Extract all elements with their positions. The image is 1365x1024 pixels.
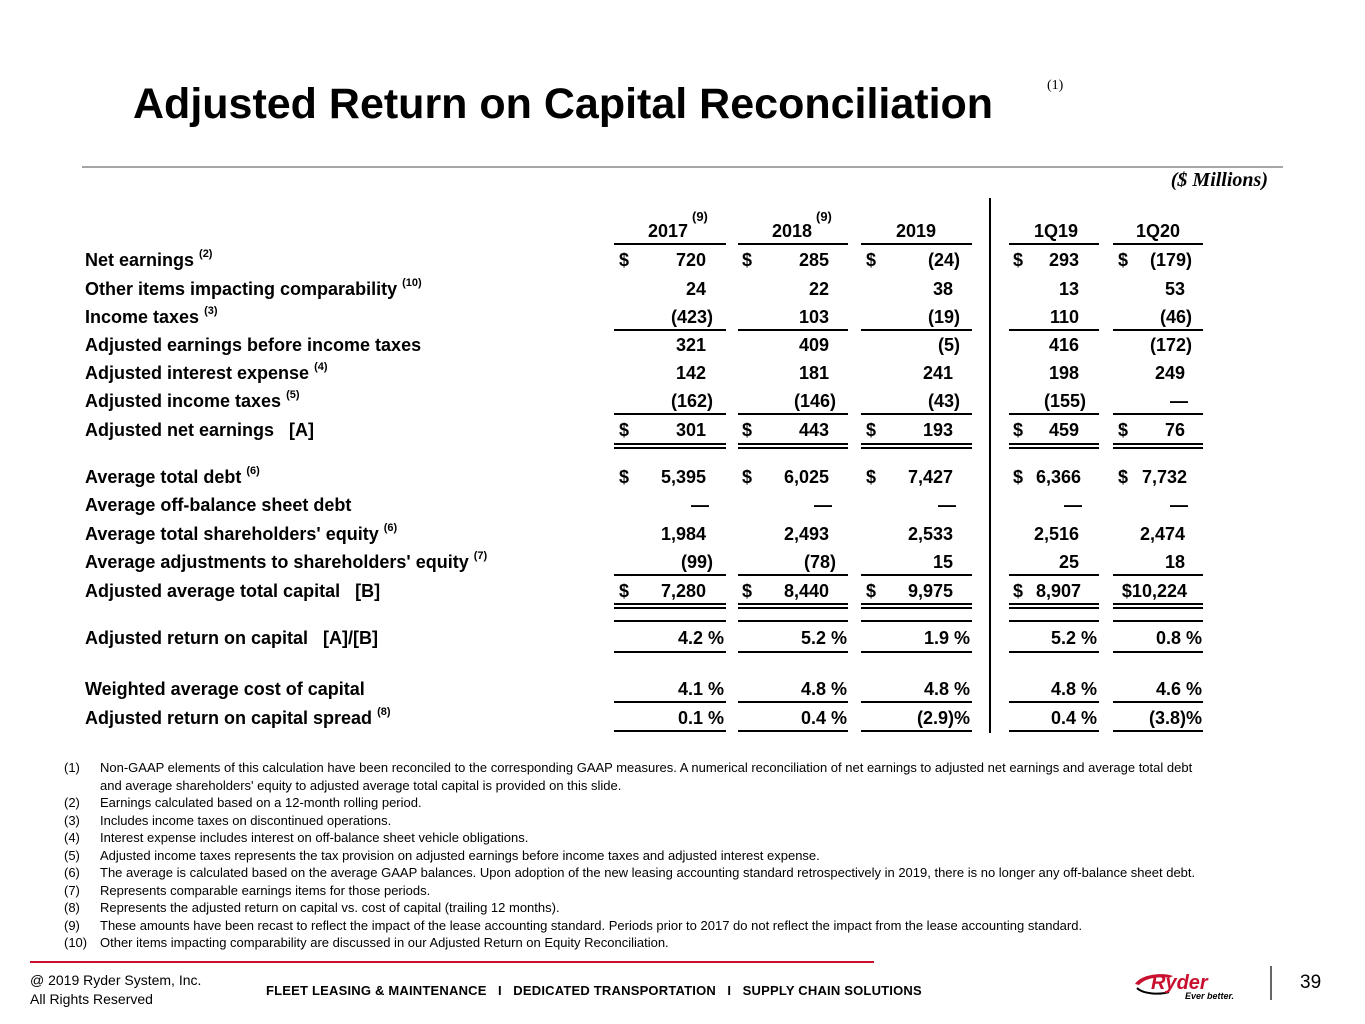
- table-cell: 9,975: [907, 581, 953, 601]
- table-rule: [1009, 329, 1099, 331]
- table-rule: [1009, 651, 1099, 653]
- table-rule: [1113, 413, 1203, 415]
- table-cell: 2,516: [1033, 524, 1079, 544]
- table-rule: [861, 651, 972, 653]
- row-label: [85, 627, 378, 649]
- table-cell: 409: [798, 335, 829, 355]
- footnote-number: (9): [64, 917, 80, 933]
- table-rule: [614, 701, 726, 703]
- table-rule: [1009, 413, 1099, 415]
- table-rule: [861, 574, 972, 576]
- table-cell: 443: [798, 420, 829, 440]
- table-cell: 22: [808, 279, 829, 299]
- row-footnote-ref: (10): [402, 277, 422, 289]
- title-divider: [82, 166, 1283, 168]
- table-cell: —: [814, 495, 832, 515]
- row-label: [85, 551, 487, 573]
- table-cell: 241: [922, 363, 953, 383]
- currency-symbol: $: [1013, 250, 1024, 270]
- row-label-text: Adjusted net earnings [A]: [85, 420, 315, 440]
- table-cell: 25: [1058, 552, 1079, 572]
- currency-symbol: $: [866, 420, 877, 440]
- table-rule: [1113, 603, 1203, 605]
- table-cell: 15: [932, 552, 953, 572]
- row-label: [85, 362, 328, 384]
- table-cell: (3.8)%: [1148, 708, 1202, 728]
- table-cell: (172): [1149, 335, 1192, 355]
- table-cell: 720: [675, 250, 706, 270]
- table-cell: (5): [938, 335, 960, 355]
- currency-symbol: $: [619, 420, 630, 440]
- title-footnote-ref: (1): [1047, 78, 1064, 93]
- row-label-text: Income taxes: [85, 307, 200, 327]
- table-rule: [861, 603, 972, 605]
- table-rule: [614, 413, 726, 415]
- footnote-number: (4): [64, 830, 80, 845]
- footnote-text: Represents comparable earnings items for those periods.: [100, 882, 431, 898]
- table-cell: 8,440: [783, 581, 829, 601]
- currency-symbol: $: [866, 467, 877, 487]
- table-cell: 4.6 %: [1155, 679, 1202, 699]
- table-rule: [1009, 607, 1099, 609]
- currency-symbol: $: [866, 250, 877, 270]
- table-cell: (43): [927, 391, 960, 411]
- table-rule: [1113, 607, 1203, 609]
- table-cell: 5.2 %: [800, 628, 847, 648]
- table-rule: [738, 620, 848, 622]
- table-cell: 321: [675, 335, 706, 355]
- footnote-text: Earnings calculated based on a 12-month rolling period.: [100, 795, 422, 810]
- row-footnote-ref: (3): [204, 305, 218, 317]
- page-title: Adjusted Return on Capital Reconciliation: [133, 80, 994, 128]
- table-cell: (179): [1149, 250, 1192, 270]
- footer-divider: [30, 961, 874, 963]
- table-cell: (423): [670, 307, 713, 327]
- currency-symbol: $: [619, 581, 630, 601]
- table-rule: [1009, 730, 1099, 732]
- row-label: [85, 678, 365, 700]
- table-rule: [738, 447, 848, 449]
- copyright: [30, 971, 201, 1009]
- table-cell: 301: [675, 420, 706, 440]
- row-label-text: Average total debt: [85, 467, 242, 487]
- table-rule: [614, 651, 726, 653]
- table-rule: [861, 701, 972, 703]
- row-label: [85, 466, 260, 488]
- row-footnote-ref: (5): [286, 389, 300, 401]
- table-cell: —: [938, 495, 956, 515]
- table-cell: 2,474: [1139, 524, 1185, 544]
- footnote-number: (6): [64, 865, 80, 880]
- row-label: [85, 707, 391, 729]
- column-header: 2019: [895, 221, 937, 241]
- table-rule: [1113, 651, 1203, 653]
- currency-symbol: $: [1118, 420, 1129, 440]
- table-cell: (2.9)%: [916, 708, 970, 728]
- table-cell: 0.1 %: [677, 708, 724, 728]
- table-rule: [738, 603, 848, 605]
- currency-symbol: $: [1118, 250, 1129, 270]
- column-header-footnote: (9): [816, 209, 832, 224]
- table-cell: 38: [932, 279, 953, 299]
- table-rule: [1113, 620, 1203, 622]
- copyright-line-2: All Rights Reserved: [30, 991, 153, 1007]
- column-header: 2018: [771, 221, 813, 241]
- table-cell: 249: [1154, 363, 1185, 383]
- footnote-number: (8): [64, 900, 80, 915]
- row-label-text: Average total shareholders' equity: [85, 524, 379, 544]
- table-cell: 198: [1048, 363, 1079, 383]
- table-cell: 6,366: [1035, 467, 1081, 487]
- table-cell: (155): [1043, 391, 1086, 411]
- footnote-text: Adjusted income taxes represents the tax provision on adjusted earnings before income taxes and adjusted interest expense.: [100, 847, 820, 863]
- units-label: ($ Millions): [1170, 169, 1268, 191]
- row-footnote-ref: (6): [246, 465, 260, 477]
- table-cell: 0.8 %: [1155, 628, 1202, 648]
- table-rule: [861, 730, 972, 732]
- table-rule: [614, 620, 726, 622]
- table-cell: 7,732: [1141, 467, 1187, 487]
- table-rule: [1113, 243, 1203, 245]
- table-cell: 8,907: [1035, 581, 1081, 601]
- table-cell: 0.4 %: [1050, 708, 1097, 728]
- table-cell: (146): [793, 391, 836, 411]
- table-cell: (19): [927, 307, 960, 327]
- row-footnote-ref: (7): [473, 550, 488, 562]
- logo-wordmark: Ryder: [1151, 972, 1208, 994]
- table-rule: [614, 447, 726, 449]
- footnote-number: (2): [64, 795, 80, 810]
- page-number: 39: [1300, 972, 1322, 993]
- footnote-text: Interest expense includes interest on off-balance sheet vehicle obligations.: [100, 830, 529, 845]
- table-rule: [861, 447, 972, 449]
- row-label-text: Average adjustments to shareholders' equity: [85, 552, 469, 572]
- currency-symbol: $: [1013, 467, 1024, 487]
- table-rule: [1009, 574, 1099, 576]
- table-rule: [614, 443, 726, 445]
- row-label-text: Weighted average cost of capital: [85, 679, 365, 699]
- column-header: 2017: [647, 221, 689, 241]
- table-cell: 2,493: [783, 524, 829, 544]
- currency-symbol: $: [619, 467, 630, 487]
- table-cell: (46): [1159, 307, 1192, 327]
- footnote-text: Other items impacting comparability are discussed in our Adjusted Return on Equity Reconciliation.: [100, 935, 669, 950]
- currency-symbol: $: [1118, 467, 1129, 487]
- table-rule: [861, 443, 972, 445]
- row-label: [85, 580, 380, 602]
- table-rule: [1009, 447, 1099, 449]
- table-cell: 142: [675, 363, 706, 383]
- table-cell: 293: [1048, 250, 1079, 270]
- table-cell: 5,395: [660, 467, 706, 487]
- table-rule: [1009, 243, 1099, 245]
- currency-symbol: $: [742, 581, 753, 601]
- row-label-text: Adjusted average total capital [B]: [85, 581, 381, 601]
- table-rule: [861, 329, 972, 331]
- footnote-text: Represents the adjusted return on capital vs. cost of capital (trailing 12 months).: [100, 900, 560, 915]
- table-rule: [738, 329, 848, 331]
- table-cell: 76: [1164, 420, 1185, 440]
- table-rule: [861, 413, 972, 415]
- table-cell: 7,427: [907, 467, 953, 487]
- table-cell: 110: [1049, 307, 1079, 327]
- copyright-line-1: @ 2019 Ryder System, Inc.: [30, 972, 202, 988]
- currency-symbol: $: [619, 250, 630, 270]
- row-label: [85, 494, 351, 516]
- table-cell: —: [691, 495, 709, 515]
- footnote-number: (10): [64, 935, 88, 950]
- table-cell: 4.2 %: [677, 628, 724, 648]
- table-rule: [738, 730, 848, 732]
- table-rule: [738, 607, 848, 609]
- table-cell: —: [1170, 391, 1188, 411]
- table-rule: [614, 603, 726, 605]
- table-cell: 4.8 %: [800, 679, 847, 699]
- row-label-text: Adjusted earnings before income taxes: [85, 335, 422, 355]
- table-rule: [1113, 329, 1203, 331]
- table-cell: (78): [803, 552, 836, 572]
- table-rule: [614, 730, 726, 732]
- table-cell: (99): [680, 552, 713, 572]
- table-rule: [1009, 443, 1099, 445]
- row-label: [85, 278, 422, 300]
- table-cell: —: [1064, 495, 1082, 515]
- table-cell: 53: [1164, 279, 1185, 299]
- footnote-number: (1): [64, 760, 80, 775]
- table-rule: [738, 243, 848, 245]
- table-rule: [738, 413, 848, 415]
- footer-separator: [1270, 966, 1272, 1000]
- footnote-text: Includes income taxes on discontinued operations.: [100, 812, 392, 828]
- table-cell: 181: [798, 363, 829, 383]
- row-label-text: Adjusted income taxes: [85, 391, 282, 411]
- table-rule: [738, 651, 848, 653]
- table-rule: [738, 574, 848, 576]
- currency-symbol: $: [742, 420, 753, 440]
- table-cell: 193: [922, 420, 953, 440]
- column-header: 1Q19: [1033, 221, 1079, 241]
- row-label: [85, 334, 421, 356]
- row-footnote-ref: (8): [377, 706, 391, 718]
- table-rule: [614, 607, 726, 609]
- ryder-logo: [1133, 968, 1243, 1007]
- row-footnote-ref: (2): [199, 248, 213, 260]
- table-rule: [1113, 447, 1203, 449]
- table-cell: —: [1170, 495, 1188, 515]
- table-rule: [1113, 443, 1203, 445]
- currency-symbol: $: [742, 250, 753, 270]
- table-cell: 0.4 %: [800, 708, 847, 728]
- table-rule: [1009, 701, 1099, 703]
- table-cell: 285: [798, 250, 829, 270]
- table-cell: 1.9 %: [923, 628, 970, 648]
- row-label-text: Adjusted return on capital spread: [85, 708, 373, 728]
- logo-tagline: Ever better.: [1185, 991, 1235, 1001]
- table-cell: 2,533: [907, 524, 953, 544]
- footnote-number: (3): [64, 812, 80, 828]
- table-rule: [861, 243, 972, 245]
- column-header: 1Q20: [1135, 221, 1181, 241]
- table-cell: 24: [685, 279, 706, 299]
- footnote-text: The average is calculated based on the average GAAP balances. Upon adoption of the new leasing accounting standard retrospectively in 2019, there is no longer any off-balance sheet debt.: [100, 865, 1196, 880]
- table-cell: (162): [670, 391, 713, 411]
- row-label-text: Other items impacting comparability: [85, 279, 398, 299]
- footnote-number: (5): [64, 847, 80, 863]
- row-label-text: Net earnings: [85, 250, 195, 270]
- table-rule: [861, 620, 972, 622]
- table-rule: [1113, 574, 1203, 576]
- footnote-text: and average shareholders' equity to adjusted average total capital is provided on this slide.: [100, 777, 622, 793]
- row-label: [85, 306, 218, 328]
- ryder-logo-icon: [1133, 968, 1243, 1002]
- table-cell: 1,984: [660, 524, 706, 544]
- footnote-text: These amounts have been recast to reflect the impact of the lease accounting standard. Periods prior to 2017 do not reflect the impact from the lease accounting standard.: [100, 917, 1083, 933]
- table-rule: [1113, 701, 1203, 703]
- table-rule: [861, 607, 972, 609]
- row-label: [85, 419, 314, 441]
- business-lines: FLEET LEASING & MAINTENANCE I DEDICATED TRANSPORTATION I SUPPLY CHAIN SOLUTIONS: [266, 983, 922, 998]
- table-cell: 4.1 %: [677, 679, 724, 699]
- currency-symbol: $: [1013, 581, 1024, 601]
- row-footnote-ref: (4): [314, 361, 328, 373]
- currency-symbol: $: [1013, 420, 1024, 440]
- table-cell: (24): [927, 250, 960, 270]
- table-rule: [1113, 730, 1203, 732]
- table-cell: 18: [1164, 552, 1185, 572]
- footnote-number: (7): [64, 882, 80, 898]
- table-rule: [738, 443, 848, 445]
- currency-symbol: $: [866, 581, 877, 601]
- table-cell: 103: [798, 307, 829, 327]
- table-rule: [614, 243, 726, 245]
- table-cell: 4.8 %: [1050, 679, 1097, 699]
- row-label: [85, 523, 397, 545]
- row-label-text: Adjusted interest expense: [85, 363, 310, 383]
- table-cell: 4.8 %: [923, 679, 970, 699]
- table-cell: 459: [1048, 420, 1079, 440]
- table-cell: $10,224: [1121, 581, 1187, 601]
- table-cell: 13: [1058, 279, 1079, 299]
- column-header-footnote: (9): [692, 209, 708, 224]
- table-cell: 5.2 %: [1050, 628, 1097, 648]
- row-label-text: Average off-balance sheet debt: [85, 495, 352, 515]
- row-label: [85, 390, 300, 412]
- currency-symbol: $: [742, 467, 753, 487]
- table-cell: 6,025: [783, 467, 829, 487]
- table-rule: [1009, 620, 1099, 622]
- table-rule: [1009, 603, 1099, 605]
- footnote-text: Non-GAAP elements of this calculation have been reconciled to the corresponding GAAP measures. A numerical reconciliation of net earnings to adjusted net earnings and average total debt: [100, 760, 1193, 775]
- row-label-text: Adjusted return on capital [A]/[B]: [85, 628, 379, 648]
- row-footnote-ref: (6): [383, 522, 398, 534]
- table-cell: 7,280: [660, 581, 706, 601]
- row-label: [85, 249, 212, 271]
- table-rule: [614, 574, 726, 576]
- table-rule: [738, 701, 848, 703]
- table-cell: 416: [1048, 335, 1079, 355]
- table-rule: [614, 329, 726, 331]
